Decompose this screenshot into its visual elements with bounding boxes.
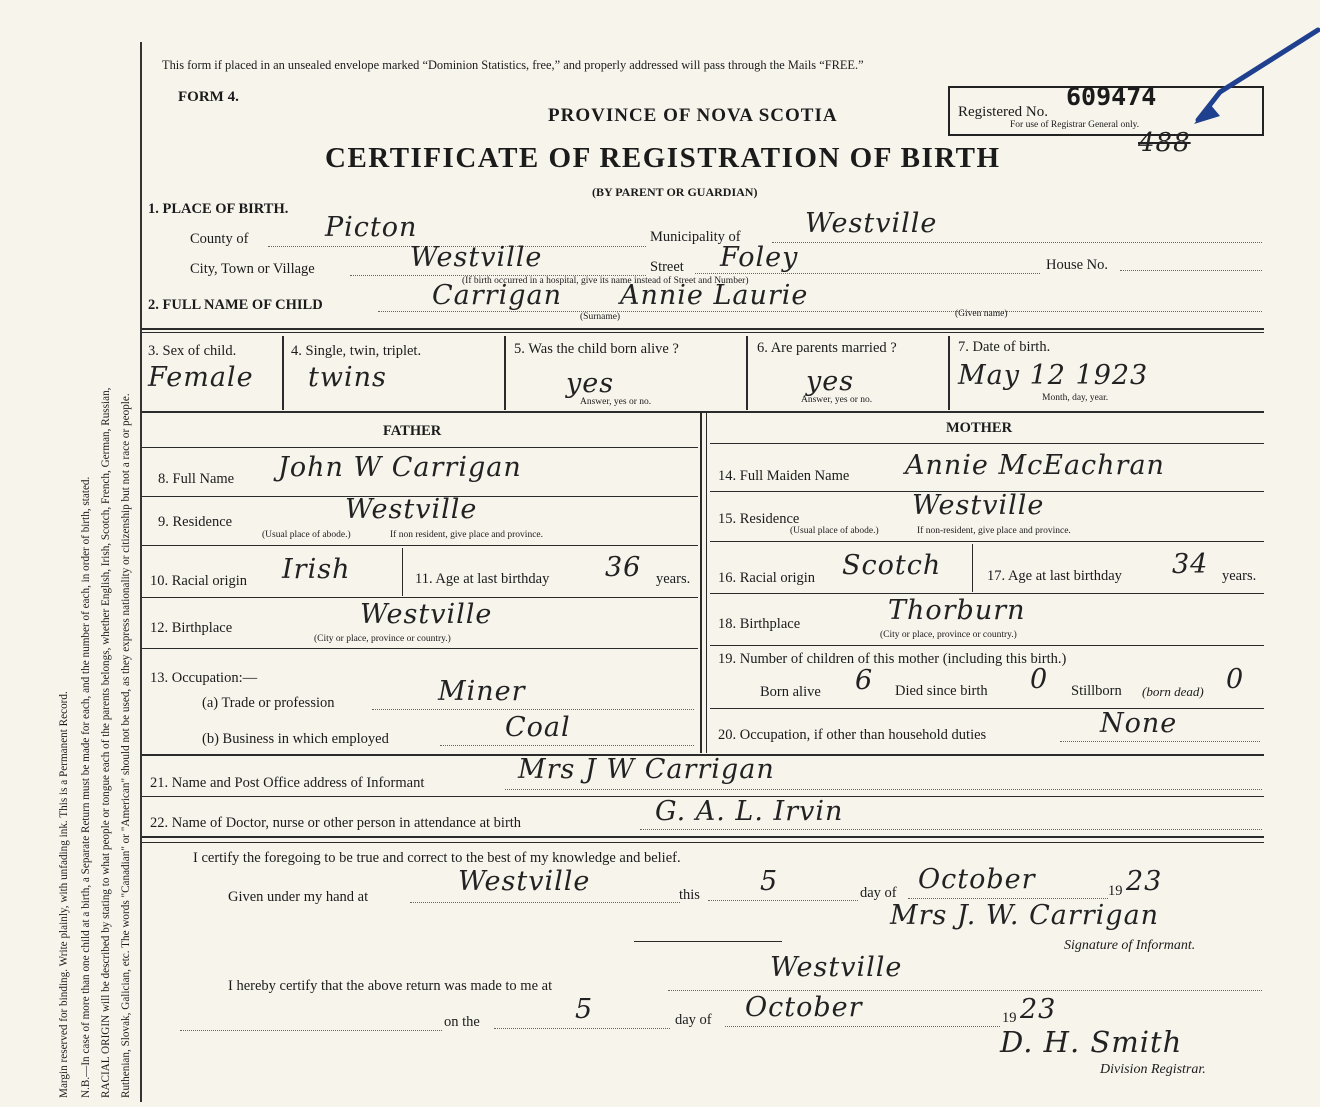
plurality-value: twins <box>308 362 387 393</box>
margin-note-4: Ruthenian, Slovak, Galician, etc. The words "Canadian" or "American" should not be used, as they express nationality or citizenship but not a race or people. <box>120 393 132 1098</box>
certification-statement: I certify the foregoing to be true and correct to the best of my knowledge and belief. <box>193 850 681 866</box>
struck-number: 488 <box>1138 128 1191 158</box>
dob-caption: Month, day, year. <box>1042 393 1109 403</box>
blue-check-mark <box>1180 20 1320 130</box>
father-birthplace-label: 12. Birthplace <box>150 620 233 636</box>
father-age-label: 11. Age at last birthday <box>415 571 550 587</box>
certification-month: October <box>918 864 1036 895</box>
father-trade-label: (a) Trade or profession <box>202 695 335 711</box>
informant-label: 21. Name and Post Office address of Informant <box>150 775 425 791</box>
on-the-label: on the <box>444 1014 480 1030</box>
plurality-label: 4. Single, twin, triplet. <box>291 343 422 359</box>
father-business-label: (b) Business in which employed <box>202 731 389 747</box>
municipality-label: Municipality of <box>650 229 741 245</box>
city-value: Westville <box>410 242 543 273</box>
father-birthplace-caption: (City or place, province or country.) <box>314 634 451 644</box>
mother-birthplace-value: Thorburn <box>888 595 1026 626</box>
parents-married-value: yes <box>806 366 855 397</box>
born-alive-value: yes <box>566 368 615 399</box>
registration-day-of-label: day of <box>675 1012 712 1028</box>
father-name-value: John W Carrigan <box>278 452 522 483</box>
registration-month: October <box>745 992 863 1023</box>
mother-occupation-label: 20. Occupation, if other than household duties <box>718 727 987 743</box>
street-value: Foley <box>720 242 799 273</box>
certification-day: 5 <box>760 866 779 897</box>
street-label: Street <box>650 259 684 275</box>
city-label: City, Town or Village <box>190 261 315 277</box>
registration-day: 5 <box>575 994 594 1025</box>
this-label: this <box>679 887 700 903</box>
given-place: Westville <box>458 866 591 897</box>
informant-signature-caption: Signature of Informant. <box>1064 938 1196 953</box>
sex-value: Female <box>148 362 254 393</box>
date-of-birth-value: May 12 1923 <box>958 360 1149 391</box>
sex-label: 3. Sex of child. <box>148 343 237 359</box>
father-race-value: Irish <box>282 554 351 585</box>
married-answer-caption: Answer, yes or no. <box>801 395 873 405</box>
father-name-label: 8. Full Name <box>158 471 235 487</box>
child-surname: Carrigan <box>432 280 562 311</box>
mother-name-value: Annie McEachran <box>905 450 1165 481</box>
date-of-birth-label: 7. Date of birth. <box>958 339 1051 355</box>
certification-year: 23 <box>1126 866 1163 897</box>
day-of-label: day of <box>860 885 897 901</box>
mother-residence-value: Westville <box>912 490 1045 521</box>
father-residence-label: 9. Residence <box>158 514 233 530</box>
mother-race-label: 16. Racial origin <box>718 570 816 586</box>
father-residence-value: Westville <box>345 494 478 525</box>
father-occupation-label: 13. Occupation:— <box>150 670 258 686</box>
mother-years: years. <box>1222 568 1257 584</box>
given-name-caption: (Given name) <box>955 309 1008 319</box>
registrar-statement: I hereby certify that the above return was made to me at <box>228 978 553 994</box>
stillborn-note: (born dead) <box>1142 684 1204 699</box>
county-value: Picton <box>325 212 418 243</box>
registration-year-prefix: 19 <box>1002 1010 1017 1026</box>
form-number: FORM 4. <box>178 89 239 105</box>
margin-note-3: RACIAL ORIGIN will be described by stating to what people or tongue each of the parents belongs, whether English, Irish, Scotch, French, German, Russian, <box>100 387 112 1098</box>
alive-answer-caption: Answer, yes or no. <box>580 397 652 407</box>
hospital-note: (If birth occurred in a hospital, give its name instead of Street and Number) <box>462 276 749 286</box>
father-age-value: 36 <box>605 552 642 583</box>
year-prefix: 19 <box>1108 883 1123 899</box>
given-under-hand-label: Given under my hand at <box>228 889 369 905</box>
born-alive-count-label: Born alive <box>760 684 821 700</box>
informant-signature: Mrs J. W. Carrigan <box>890 900 1160 931</box>
place-of-birth-label: 1. PLACE OF BIRTH. <box>148 201 289 217</box>
surname-caption: (Surname) <box>580 312 621 322</box>
registration-year: 23 <box>1020 994 1057 1025</box>
registrar-only-note: For use of Registrar General only. <box>1010 120 1140 130</box>
father-years: years. <box>656 571 691 587</box>
died-since-birth-count: 0 <box>1030 664 1049 695</box>
registrar-place: Westville <box>770 952 903 983</box>
stillborn-count: 0 <box>1226 664 1245 695</box>
municipality-value: Westville <box>805 208 938 239</box>
father-residence-caption-b: If non resident, give place and province. <box>390 530 543 540</box>
registered-label: Registered No. <box>958 104 1048 120</box>
mother-residence-label: 15. Residence <box>718 511 800 527</box>
mother-name-label: 14. Full Maiden Name <box>718 468 850 484</box>
registrar-signature: D. H. Smith <box>1000 1025 1183 1059</box>
mother-age-value: 34 <box>1172 549 1209 580</box>
mother-birthplace-label: 18. Birthplace <box>718 616 801 632</box>
county-label: County of <box>190 231 249 247</box>
father-heading: FATHER <box>383 423 442 439</box>
certificate-subtitle: (BY PARENT OR GUARDIAN) <box>592 185 758 199</box>
father-trade-value: Miner <box>438 676 526 707</box>
province-heading: PROVINCE OF NOVA SCOTIA <box>548 105 838 126</box>
father-race-label: 10. Racial origin <box>150 573 248 589</box>
mother-residence-caption-a: (Usual place of abode.) <box>790 526 879 536</box>
attendant-label: 22. Name of Doctor, nurse or other person in attendance at birth <box>150 815 522 831</box>
mother-heading: MOTHER <box>946 420 1013 436</box>
father-residence-caption-a: (Usual place of abode.) <box>262 530 351 540</box>
mother-birthplace-caption: (City or place, province or country.) <box>880 630 1017 640</box>
mother-occupation-value: None <box>1100 708 1178 739</box>
mail-notice: This form if placed in an unsealed envelope marked “Dominion Statistics, free,” and properly addressed will pass through the Mails “FREE.” <box>162 58 864 72</box>
born-alive-count: 6 <box>855 665 874 696</box>
mother-age-label: 17. Age at last birthday <box>987 568 1122 584</box>
died-since-birth-label: Died since birth <box>895 683 988 699</box>
attendant-value: G. A. L. Irvin <box>655 796 844 827</box>
child-name-label: 2. FULL NAME OF CHILD <box>148 297 323 313</box>
child-given-names: Annie Laurie <box>620 280 809 311</box>
house-number-label: House No. <box>1046 257 1109 273</box>
margin-note-1: Margin reserved for binding. Write plainly, with unfading ink. This is a Permanent Record. <box>58 691 70 1098</box>
certificate-title: CERTIFICATE OF REGISTRATION OF BIRTH <box>325 142 1001 174</box>
mother-children-label: 19. Number of children of this mother (including this birth.) <box>718 651 1067 667</box>
father-business-value: Coal <box>505 712 571 743</box>
margin-note-2: N.B.—In case of more than one child at a birth, a Separate Return must be made for each, and the number of each, in order of birth, stated. <box>80 476 92 1098</box>
stillborn-label: Stillborn <box>1071 683 1122 699</box>
mother-race-value: Scotch <box>842 550 942 581</box>
father-birthplace-value: Westville <box>360 599 493 630</box>
mother-residence-caption-b: If non-resident, give place and province. <box>917 526 1071 536</box>
born-alive-label: 5. Was the child born alive ? <box>514 341 679 357</box>
informant-value: Mrs J W Carrigan <box>518 754 775 785</box>
registrar-caption: Division Registrar. <box>1100 1062 1206 1077</box>
parents-married-label: 6. Are parents married ? <box>757 340 897 356</box>
registered-number: 609474 <box>1066 82 1157 111</box>
